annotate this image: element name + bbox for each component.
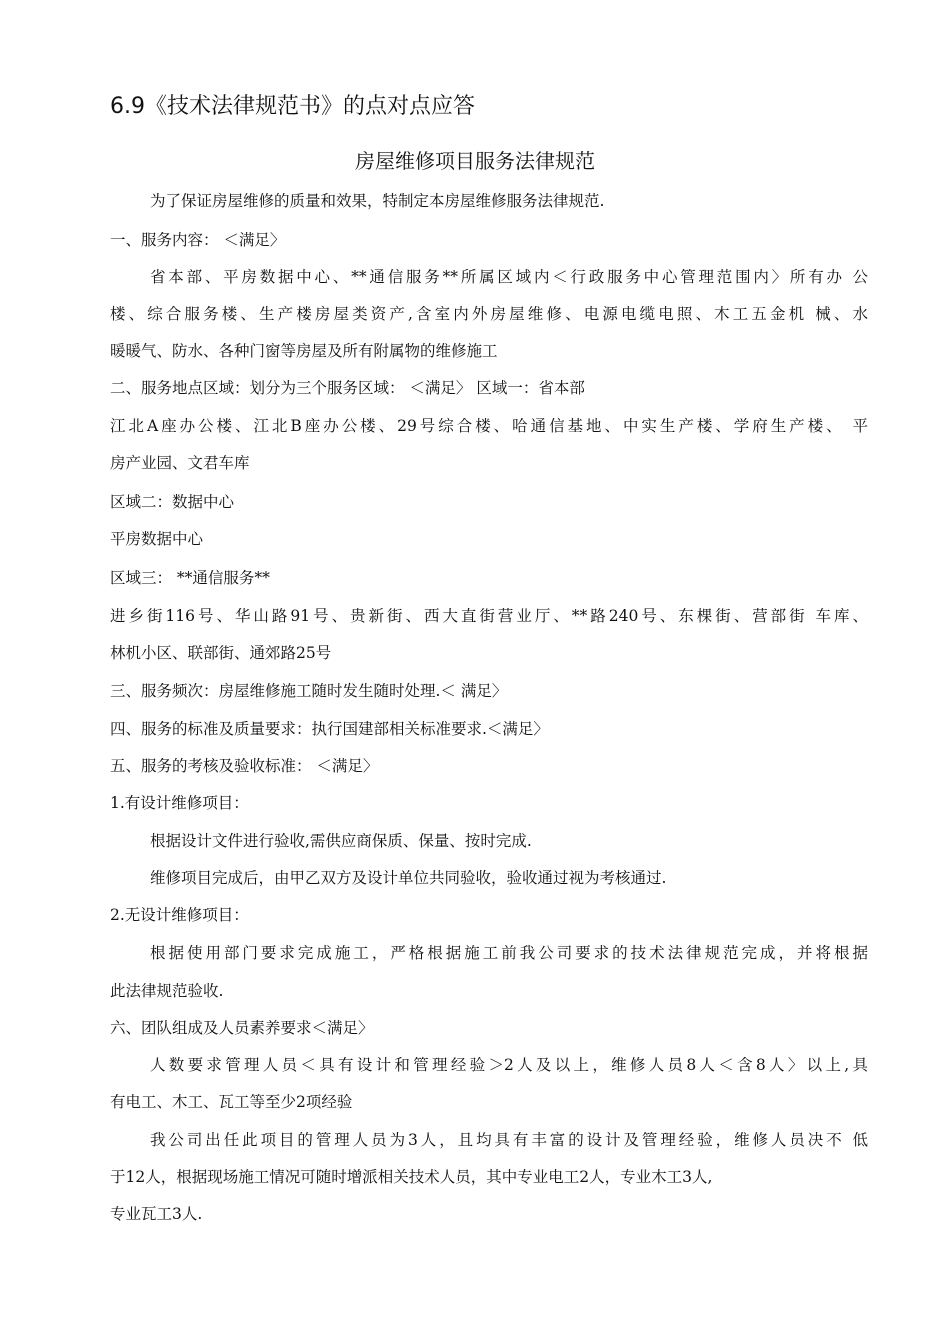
paragraph-line: 此法律规范验收. [110,982,224,1000]
paragraph-line: 于12人，根据现场施工情况可随时增派相关技术人员，其中专业电工2人，专业木工3人, [110,1168,713,1186]
paragraph-line: 楼、综合服务楼、生产楼房屋类资产,含室内外房屋维修、电源电缆电照、木工五金机 械、水 [110,305,868,323]
paragraph-line: 专业瓦工3人. [110,1205,203,1223]
section-6-heading: 六、团队组成及人员素养要求＜满足〉 [110,1019,374,1037]
section-2-heading: 二、服务地点区域：划分为三个服务区域： ＜满足〉 区域一：省本部 [110,379,585,397]
paragraph-line: 江北A座办公楼、江北B座办公楼、29号综合楼、哈通信基地、中实生产楼、学府生产楼、 平 [110,417,868,435]
paragraph-line: 房产业园、文君车库 [110,454,250,472]
subsection-heading: 1.有设计维修项目： [110,794,249,812]
paragraph-line: 我公司出任此项目的管理人员为3人，且均具有丰富的设计及管理经验，维修人员决不 低 [150,1131,868,1149]
paragraph-line: 维修项目完成后，由甲乙双方及设计单位共同验收，验收通过视为考核通过. [150,869,667,887]
section-4-heading: 四、服务的标准及质量要求：执行国建部相关标准要求.＜满足〉 [110,720,549,738]
paragraph-line: 根据使用部门要求完成施工，严格根据施工前我公司要求的技术法律规范完成，并将根据 [150,944,868,962]
paragraph-line: 平房数据中心 [110,530,204,548]
document-title: 房屋维修项目服务法律规范 [355,149,595,173]
paragraph-line: 根据设计文件进行验收,需供应商保质、保量、按时完成. [150,832,532,850]
intro-paragraph: 为了保证房屋维修的质量和效果，特制定本房屋维修服务法律规范. [150,192,605,210]
subsection-heading: 2.无设计维修项目： [110,906,249,924]
region-label: 区域二：数据中心 [110,493,235,511]
section-heading: 6.9《技术法律规范书》的点对点应答 [110,94,475,119]
section-5-heading: 五、服务的考核及验收标准： ＜满足〉 [110,757,379,775]
section-1-heading: 一、服务内容： ＜满足〉 [110,231,286,249]
paragraph-line: 林机小区、联部街、通郊路25号 [110,644,332,662]
section-3-heading: 三、服务频次：房屋维修施工随时发生随时处理.＜ 满足〉 [110,682,508,700]
region-label: 区域三： **通信服务** [110,569,270,587]
paragraph-line: 进乡街116号、华山路91号、贵新街、西大直街营业厅、**路240号、东棵街、营部街 车库、 [110,607,868,625]
paragraph-line: 有电工、木工、瓦工等至少2项经验 [110,1093,353,1111]
paragraph-line: 省本部、平房数据中心、**通信服务**所属区域内＜行政服务中心管理范围内〉所有办 公 [150,268,868,286]
paragraph-line: 暖暖气、防水、各种门窗等房屋及所有附属物的维修施工 [110,342,498,360]
paragraph-line: 人数要求管理人员＜具有设计和管理经验＞2人及以上，维修人员8人＜含8人〉以上,具 [150,1056,868,1074]
